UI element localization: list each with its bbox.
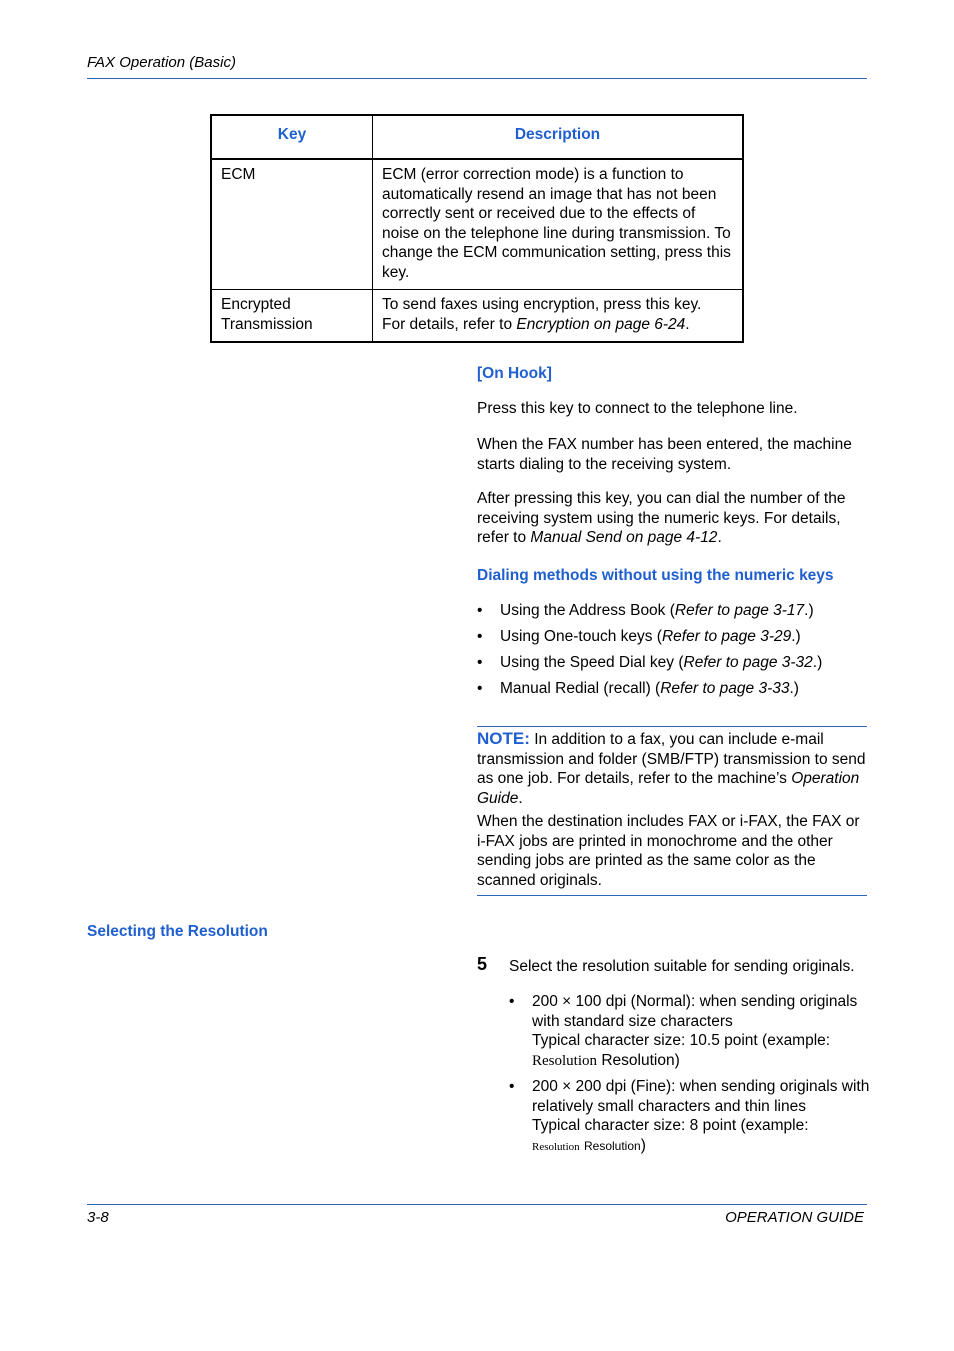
cross-reference-link[interactable]: Refer to page 3-32 <box>683 654 813 671</box>
cross-reference-link[interactable]: Operation Guide <box>477 770 860 807</box>
table-row <box>211 290 743 343</box>
cross-reference-link[interactable]: Refer to page 3-29 <box>661 628 792 645</box>
resolution-options-list <box>509 992 871 1163</box>
list-item <box>477 653 869 673</box>
cross-reference-link[interactable]: Encryption on page 6-24 <box>516 315 686 333</box>
list-item <box>477 627 869 647</box>
on-hook-heading: [On Hook] <box>477 365 552 382</box>
note-top-rule <box>477 726 867 727</box>
item-text: Manual Redial (recall) ( <box>500 680 661 697</box>
table-header-description: Description <box>373 115 744 159</box>
table-row <box>211 159 743 290</box>
item-end: .) <box>791 628 801 645</box>
table-cell-key: Encrypted Transmission <box>211 290 373 343</box>
footer-guide-title: OPERATION GUIDE <box>725 1209 864 1226</box>
footer-page-number: 3-8 <box>87 1209 109 1226</box>
note-para-2: When the destination includes FAX or i-FAX, the FAX or i-FAX jobs are printed in monochrome and the other sending jobs are printed as the same color as the scanned originals. <box>477 813 860 889</box>
item-text: Typical character size: 8 point (example: <box>532 1117 809 1134</box>
example-sans: Resolution <box>601 1051 675 1069</box>
list-item <box>509 992 871 1071</box>
description-line: To send faxes using encryption, press this key. <box>382 296 702 313</box>
note-label: NOTE: <box>477 729 530 748</box>
item-end: ) <box>674 1051 680 1069</box>
on-hook-para-1: Press this key to connect to the telephone line. <box>477 400 798 417</box>
note-bottom-rule <box>477 895 867 896</box>
description-prefix: For details, refer to <box>382 315 517 333</box>
item-text: Using One-touch keys ( <box>500 628 662 645</box>
page-header-title: FAX Operation (Basic) <box>87 54 236 71</box>
note-end: . <box>518 789 523 807</box>
item-text: Using the Speed Dial key ( <box>500 654 684 671</box>
cross-reference-link[interactable]: Refer to page 3-33 <box>660 680 790 697</box>
item-end: .) <box>804 602 814 619</box>
item-end: .) <box>789 680 799 697</box>
table-header-row <box>211 115 743 159</box>
table-cell-key: ECM <box>211 159 373 290</box>
table-cell-description <box>373 290 744 343</box>
para-suffix: . <box>717 529 722 546</box>
para-text: After pressing this key, you can dial the number of the receiving system using the numeric keys. For details, refer to <box>477 490 846 546</box>
footer-rule <box>87 1204 867 1205</box>
example-serif: Resolution <box>532 1140 580 1153</box>
on-hook-para-2: When the FAX number has been entered, the machine starts dialing to the receiving system. <box>477 436 852 473</box>
table-cell-description: ECM (error correction mode) is a function to automatically resend an image that has not been correctly sent or received due to the effects of noise on the telephone line during transmission. To change the ECM communication setting, press this key. <box>373 159 744 290</box>
dialing-methods-heading: Dialing methods without using the numeric keys <box>477 567 834 584</box>
cross-reference-link[interactable]: Refer to page 3-17 <box>674 602 805 619</box>
list-item <box>477 679 869 699</box>
note-text: In addition to a fax, you can include e-mail transmission and folder (SMB/FTP) transmission to send as one job. For details, refer to the machine’s <box>477 731 866 787</box>
item-end: .) <box>812 654 823 671</box>
resolution-heading: Selecting the Resolution <box>87 923 268 940</box>
item-text: Using the Address Book ( <box>500 602 675 619</box>
example-sans: Resolution <box>583 1138 641 1153</box>
example-serif: Resolution <box>532 1052 598 1069</box>
item-end: ) <box>640 1136 646 1154</box>
cross-reference-link[interactable]: Manual Send on page 4-12 <box>530 529 718 546</box>
note-para-1 <box>477 729 869 808</box>
description-suffix: . <box>685 315 690 333</box>
list-item <box>509 1077 871 1157</box>
header-rule <box>87 78 867 79</box>
item-text: Typical character size: 10.5 point (example: <box>532 1032 831 1049</box>
list-item <box>477 601 869 621</box>
step-number: 5 <box>477 954 488 974</box>
on-hook-para-3 <box>477 489 869 548</box>
step-text: Select the resolution suitable for sending originals. <box>509 958 855 975</box>
table-header-key: Key <box>211 115 373 159</box>
item-text: 200 × 100 dpi (Normal): when sending originals with standard size characters <box>532 993 858 1030</box>
item-text: 200 × 200 dpi (Fine): when sending originals with relatively small characters and thin lines <box>532 1078 870 1115</box>
dialing-methods-list <box>477 601 869 705</box>
key-description-table <box>210 114 744 343</box>
